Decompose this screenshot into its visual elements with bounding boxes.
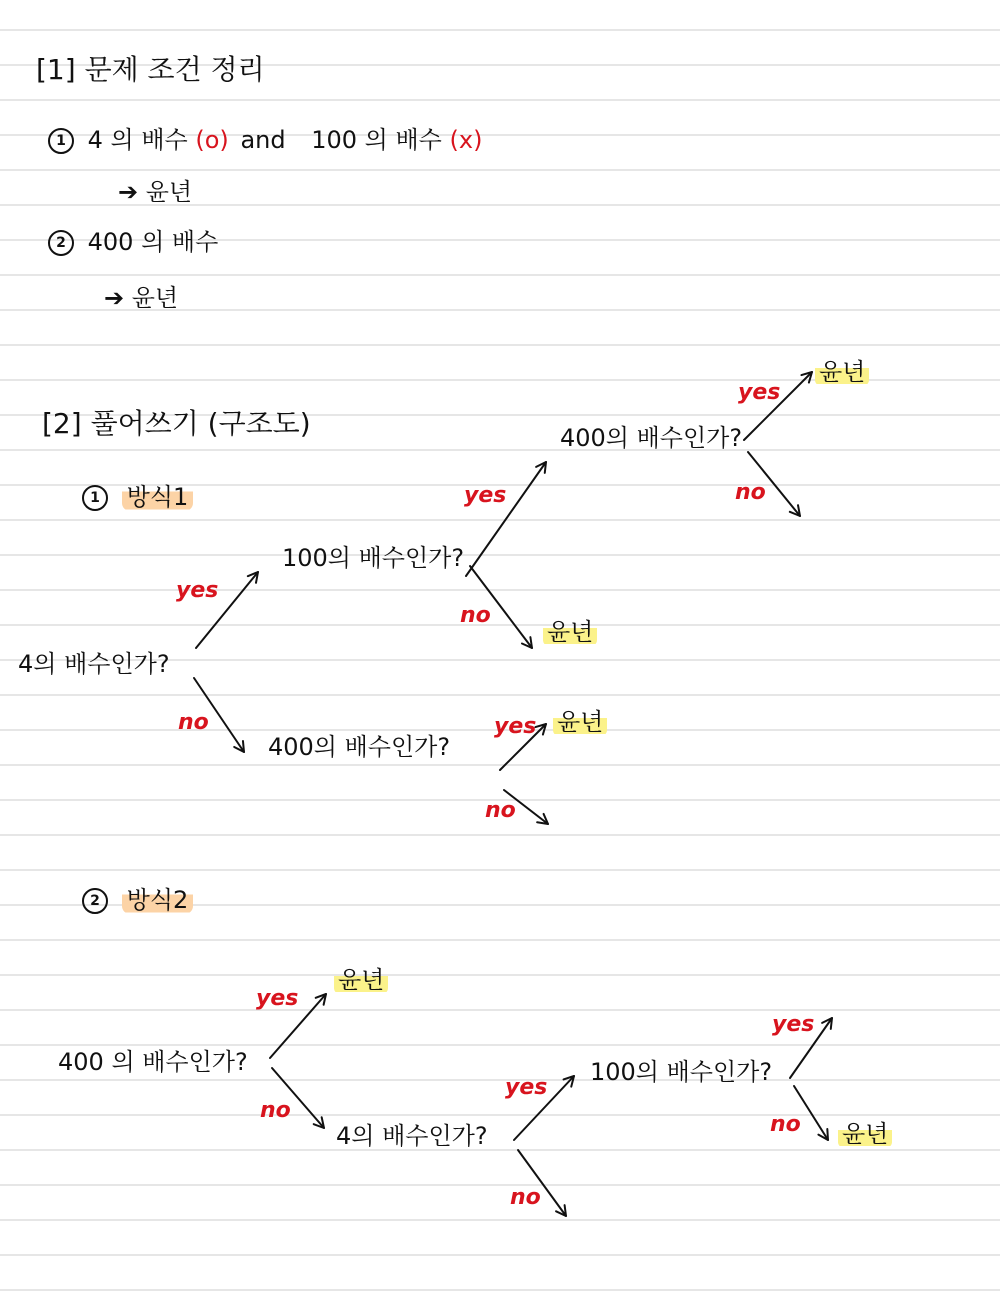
- m2-q4-no-label: no: [510, 1185, 541, 1210]
- condition-2: [48, 230, 218, 256]
- condition-1-result: ➔ 윤년: [118, 178, 193, 206]
- m1-root-no-label: no: [178, 710, 209, 735]
- leap-year-label: 윤년: [553, 708, 607, 736]
- m2-root-yes-leap: [334, 968, 388, 992]
- m1-q400-top-no-label: no: [735, 480, 766, 505]
- m1-q400-top-yes-leap: [815, 360, 869, 384]
- circled-number-2: 2: [82, 888, 108, 914]
- m2-q100-no-label: no: [770, 1112, 801, 1137]
- m2-q4-yes-label: yes: [505, 1075, 548, 1100]
- condition-1-false-mark: (x): [449, 126, 483, 154]
- m2-q100: 100의 배수인가?: [590, 1058, 773, 1086]
- condition-1-and: and: [240, 126, 286, 154]
- m1-root-yes-label: yes: [176, 578, 219, 603]
- condition-1: [48, 128, 482, 154]
- m1-q400-bottom: 400의 배수인가?: [268, 733, 451, 761]
- m1-q400-top-yes-label: yes: [738, 380, 781, 405]
- m1-q400-bottom-no-label: no: [485, 798, 516, 823]
- condition-1-true-mark: (o): [195, 126, 229, 154]
- m1-q400-top: 400의 배수인가?: [560, 424, 743, 452]
- m2-q100-yes-label: yes: [772, 1012, 815, 1037]
- m1-q100-no-label: no: [460, 603, 491, 628]
- leap-year-label: 윤년: [334, 966, 388, 994]
- method2-title: [82, 888, 193, 914]
- m1-root-question: 4의 배수인가?: [18, 650, 170, 678]
- circled-number-1: 1: [48, 128, 74, 154]
- m1-q400-bottom-yes-leap: [553, 710, 607, 734]
- section2-heading: [2] 풀어쓰기 (구조도): [42, 407, 311, 440]
- condition-1-multiple-of-100: 100 의 배수: [311, 126, 442, 154]
- section1-heading: [1] 문제 조건 정리: [36, 53, 265, 86]
- circled-number-1: 1: [82, 485, 108, 511]
- method1-label: 방식1: [122, 483, 194, 511]
- m2-q4: 4의 배수인가?: [336, 1122, 488, 1150]
- arrow-line: [466, 462, 546, 576]
- m2-root-no-label: no: [260, 1098, 291, 1123]
- m2-root-yes-label: yes: [256, 986, 299, 1011]
- method1-title: [82, 485, 193, 511]
- leap-year-label: 윤년: [815, 358, 869, 386]
- condition-2-result: ➔ 윤년: [104, 284, 179, 312]
- condition-2-multiple-of-400: 400 의 배수: [87, 228, 219, 256]
- m1-q100-no-leap: [543, 620, 597, 644]
- condition-1-multiple-of-4: 4 의 배수: [87, 126, 188, 154]
- leap-year-label: 윤년: [838, 1120, 892, 1148]
- method2-label: 방식2: [122, 886, 194, 914]
- m1-q100-yes-label: yes: [464, 483, 507, 508]
- circled-number-2: 2: [48, 230, 74, 256]
- m1-q100: 100의 배수인가?: [282, 544, 465, 572]
- leap-year-label: 윤년: [543, 618, 597, 646]
- m2-q100-no-leap: [838, 1122, 892, 1146]
- m2-root-question: 400 의 배수인가?: [58, 1048, 248, 1076]
- m1-q400-bottom-yes-label: yes: [494, 714, 537, 739]
